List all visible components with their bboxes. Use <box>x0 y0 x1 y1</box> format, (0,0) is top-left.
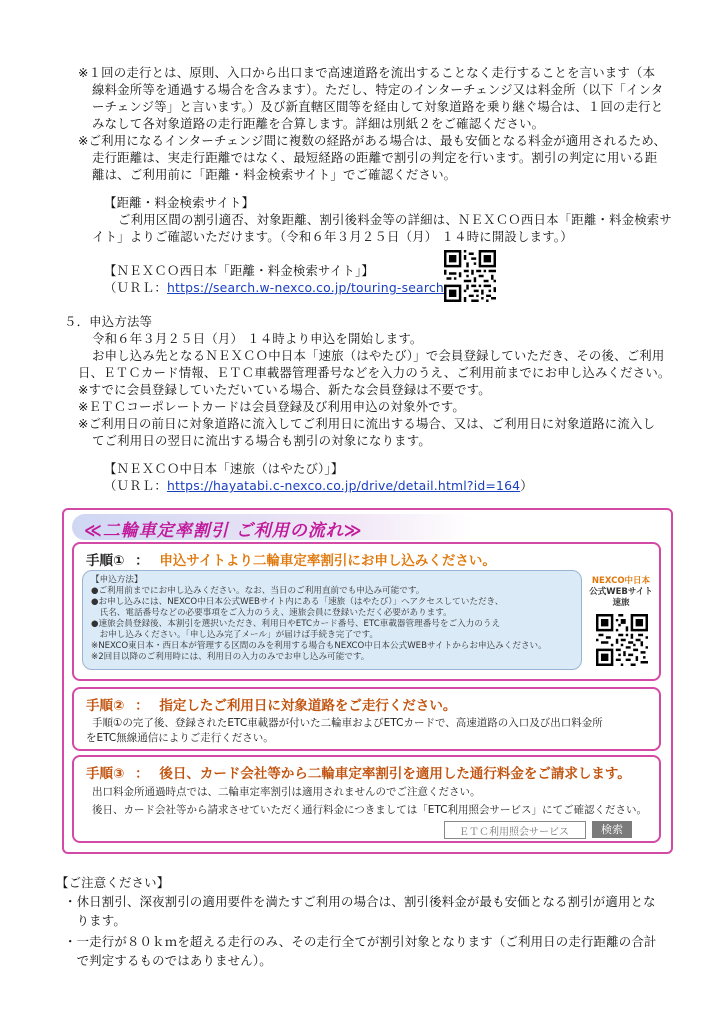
note2-line: 離は、ご利用前に「距離・料金検索サイト」でご確認ください。 <box>92 167 457 182</box>
etc-search-placeholder: ＥＴＣ利用照会サービス <box>459 827 569 838</box>
step1-label: 手順① <box>86 553 125 569</box>
section5-line: ※ご利用日の前日に対象道路に流入してご利用日に流出する場合、又は、ご利用日に対象道路に流入し <box>78 416 656 431</box>
qr-caption <box>586 576 656 609</box>
flow-title-banner <box>72 514 472 540</box>
step1-heading <box>86 549 496 569</box>
caution-heading: 【ご注意ください】 <box>56 875 170 890</box>
method-line: ●速旅会員登録後、本割引を選択いただき、利用日やETCカード番号、ETC車載器管理番号をご入力のうえ <box>91 619 501 629</box>
section5-line: ※ＥＴＣコーポレートカードは会員登録及び利用申込の対象外です。 <box>78 399 465 414</box>
step3-line: 出口料金所通過時点では、二輪車定率割引は適用されませんのでご注意ください。 <box>92 786 481 798</box>
step3-line: 後日、カード会社等から請求させていただく通行料金につきましては「ETC利用照会サービス」にてご確認ください。 <box>92 804 648 816</box>
method-line: ●ご利用前までにお申し込みください。なお、当日のご利用直前でも申込み可能です。 <box>91 586 425 596</box>
section5-line: 日、ＥＴＣカード情報、ＥＴＣ車載器管理番号などを入力のうえ、ご利用前までにお申し込みください。 <box>78 365 671 380</box>
note1-line: みなして各対象道路の走行距離を合算します。詳細は別紙２をご確認ください。 <box>92 116 545 131</box>
step1-panel <box>72 542 661 681</box>
qr-caption-line: 公式WEBサイト <box>589 587 653 597</box>
step2-text: 指定したご利用日に対象道路をご走行ください。 <box>159 698 457 714</box>
step1-colon: ： <box>135 553 149 569</box>
west-url-row <box>104 279 457 296</box>
flow-title: ≪二輪車定率割引 ご利用の流れ≫ <box>84 521 363 541</box>
step2-colon: ： <box>135 698 149 714</box>
caution-line: ります。 <box>64 913 126 928</box>
central-url-link[interactable]: https://hayatabi.c-nexco.co.jp/drive/detail.html?id=164 <box>166 478 521 493</box>
url-label: （ＵＲＬ： <box>104 478 167 493</box>
section5-line: てご利用日の翌日に流出する場合も割引の対象になります。 <box>92 433 431 448</box>
note1-line: ※１回の走行とは、原則、入口から出口まで高速道路を流出することなく走行することを言います（本 <box>78 65 656 80</box>
caution-line: ・一走行が８０ｋｍを超える走行のみ、その走行全てが割引対象となります（ご利用日の走行距離の合計 <box>64 934 657 949</box>
caution-line: ・休日割引、深夜割引の適用要件を満たすご利用の場合は、割引後料金が最も安価となる割引が適用とな <box>64 894 656 909</box>
step2-line: をETC無線通信によりご走行ください。 <box>86 732 274 744</box>
usage-flow-panel <box>62 508 673 854</box>
section5-line: 令和６年３月２５日（月） １４時より申込を開始します。 <box>92 331 423 346</box>
step1-text: 申込サイトより二輪車定率割引にお申し込みください。 <box>159 553 496 569</box>
method-line: 氏名、電話番号などの必要事項をご入力のうえ、速旅会員に登録いただく必要があります。 <box>91 608 452 618</box>
method-line: ※NEXCO東日本・西日本が管理する区間のみを利用する場合もNEXCO中日本公式WEBサイトからお申込みください。 <box>91 641 547 651</box>
step3-label: 手順③ <box>86 766 125 782</box>
step3-text: 後日、カード会社等から二輪車定率割引を適用した通行料金をご請求します。 <box>159 766 631 782</box>
caution-line: で判定するものではありません）。 <box>64 953 272 968</box>
section5-heading: ５．申込方法等 <box>64 314 153 329</box>
step2-label: 手順② <box>86 698 125 714</box>
step2-line: 手順①の完了後、登録されたETC車載器が付いた二輪車およびETCカードで、高速道路の入口及び出口料金所 <box>92 717 603 729</box>
note1-line: ーチェンジ等」と言います。）及び新直轄区間等を経由して対象道路を乗り継ぐ場合は、１回の走行と <box>92 99 664 114</box>
qr-caption-line: NEXCO中日本 <box>591 576 651 586</box>
west-url-link[interactable]: https://search.w-nexco.co.jp/touring-search <box>166 280 444 295</box>
step2-heading <box>86 694 456 714</box>
note2-line: 走行距離は、実走行距離ではなく、最短経路の距離で割引の判定を行います。割引の判定に用いる距 <box>92 150 658 165</box>
method-line: ※2回目以降のご利用時には、利用日の入力のみでお申し込み可能です。 <box>91 652 370 662</box>
note2-line: ※ご利用になるインターチェンジ間に複数の経路がある場合は、最も安価となる料金が適用されるため、 <box>78 133 667 148</box>
search-site-line: ご利用区間の割引適否、対象距離、割引後料金等の詳細は、ＮＥＸＣＯ西日本「距離・料金検索サ <box>118 212 672 227</box>
method-line: ●お申し込みには、NEXCO中日本公式WEBサイト内にある「速旅（はやたび）」へアクセスしていただき、 <box>91 597 504 607</box>
search-site-line: イト」よりご確認いただけます。（令和６年３月２５日（月） １４時に開設します。） <box>92 229 573 244</box>
central-url-row <box>104 477 533 494</box>
method-line: 【申込方法】 <box>91 575 143 585</box>
etc-search-input[interactable] <box>444 821 586 839</box>
step3-heading <box>86 762 631 782</box>
method-line: お申し込みください。「申し込み完了メール」が届けば手続き完了です。 <box>91 630 379 640</box>
step3-colon: ： <box>135 766 149 782</box>
etc-search-button[interactable]: 検索 <box>592 821 632 838</box>
note1-line: 線料金所等を通過する場合を含みます）。ただし、特定のインターチェンジ又は料金所（以下「インタ <box>92 82 664 97</box>
central-site-name: 【ＮＥＸＣＯ中日本「速旅（はやたび）」】 <box>104 461 344 476</box>
qr-caption-line: 速旅 <box>612 598 630 608</box>
search-site-heading: 【距離・料金検索サイト】 <box>104 195 255 210</box>
section5-line: ※すでに会員登録していただいている場合、新たな会員登録は不要です。 <box>78 382 491 397</box>
step3-panel <box>72 755 661 843</box>
qr-code-hayatabi <box>596 614 648 666</box>
application-method-box <box>82 570 582 670</box>
west-site-name: 【ＮＥＸＣＯ西日本「距離・料金検索サイト」】 <box>104 263 374 278</box>
section5-line: お申し込み先となるＮＥＸＣＯ中日本「速旅（はやたび）」で会員登録していただき、その後、ご利用 <box>92 348 665 363</box>
step2-panel <box>72 687 661 751</box>
url-label: （ＵＲＬ： <box>104 280 167 295</box>
url-close: ） <box>520 478 533 493</box>
qr-code-west <box>444 250 496 302</box>
